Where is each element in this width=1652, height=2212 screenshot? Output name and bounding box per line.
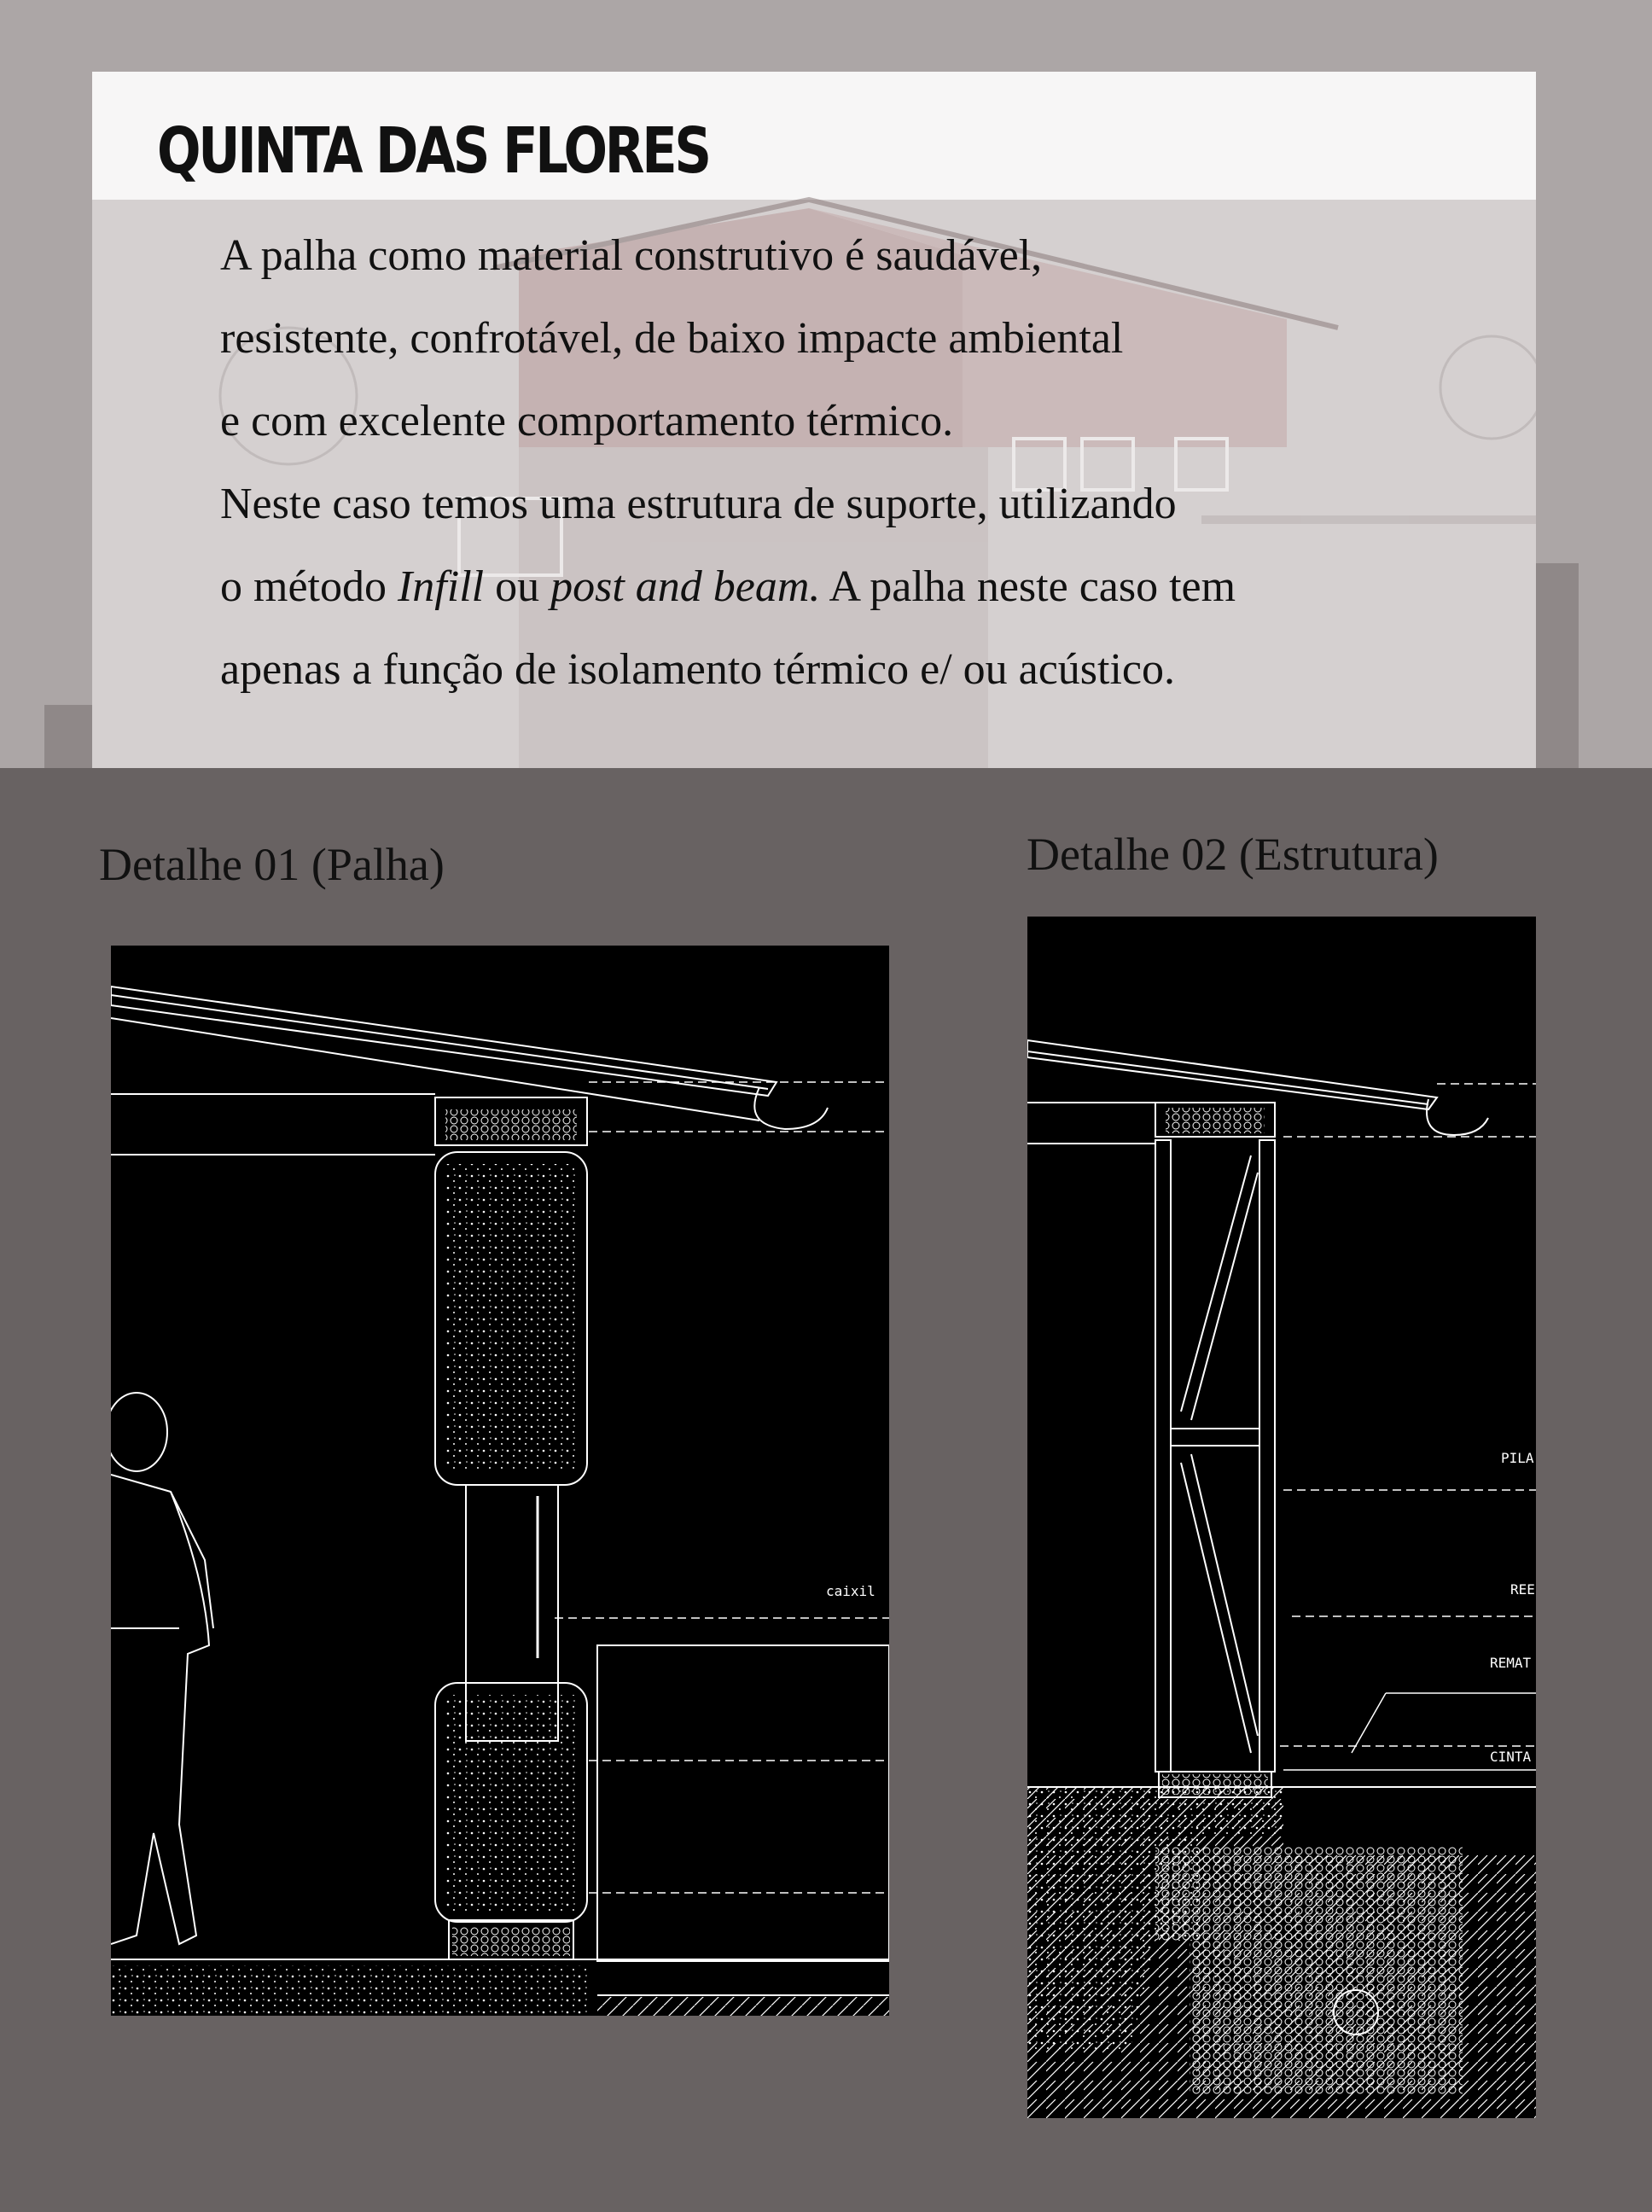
intro-text: apenas a função de isolamento térmico e/ ou acústico. <box>220 645 1176 694</box>
intro-text: o método <box>220 562 398 611</box>
intro-emphasis: post and beam. <box>550 562 821 611</box>
detail-02-drawing <box>1027 917 1536 2118</box>
page-title: QUINTA DAS FLORES <box>157 114 709 188</box>
detail-02-title: Detalhe 02 (Estrutura) <box>1027 829 1439 880</box>
cinta-label: CINTA <box>1490 1749 1532 1765</box>
left-pillar <box>44 705 92 768</box>
header-section <box>0 0 1652 768</box>
intro-line <box>220 225 1534 308</box>
remate-label: REMAT <box>1490 1655 1532 1671</box>
intro-emphasis: Infill <box>397 562 485 611</box>
intro-panel <box>92 72 1536 768</box>
intro-line <box>220 391 1534 474</box>
intro-text: Neste caso temos uma estrutura de suporte, utilizando <box>220 480 1177 528</box>
intro-text: A palha neste caso tem <box>820 562 1236 611</box>
intro-line <box>220 308 1534 391</box>
caixilho-label: caixil <box>826 1583 875 1599</box>
intro-line <box>220 474 1534 556</box>
intro-text: resistente, confrotável, de baixo impacte ambiental <box>220 314 1124 363</box>
pilar-label: PILA <box>1501 1450 1534 1466</box>
intro-line <box>220 639 1534 722</box>
right-pillar <box>1536 563 1579 768</box>
intro-paragraph <box>220 225 1534 722</box>
reboco-label: REE <box>1510 1581 1535 1598</box>
post-and-beam-section <box>1027 917 1536 2118</box>
intro-text: ou <box>484 562 551 611</box>
detail-01-title: Detalhe 01 (Palha) <box>99 839 445 890</box>
intro-text: A palha como material construtivo é saudável, <box>220 231 1043 280</box>
intro-text: e com excelente comportamento térmico. <box>220 397 954 445</box>
detail-01-drawing <box>111 946 889 2016</box>
person-figure <box>111 1393 213 1944</box>
straw-wall-section <box>111 946 889 2016</box>
intro-line <box>220 556 1534 639</box>
